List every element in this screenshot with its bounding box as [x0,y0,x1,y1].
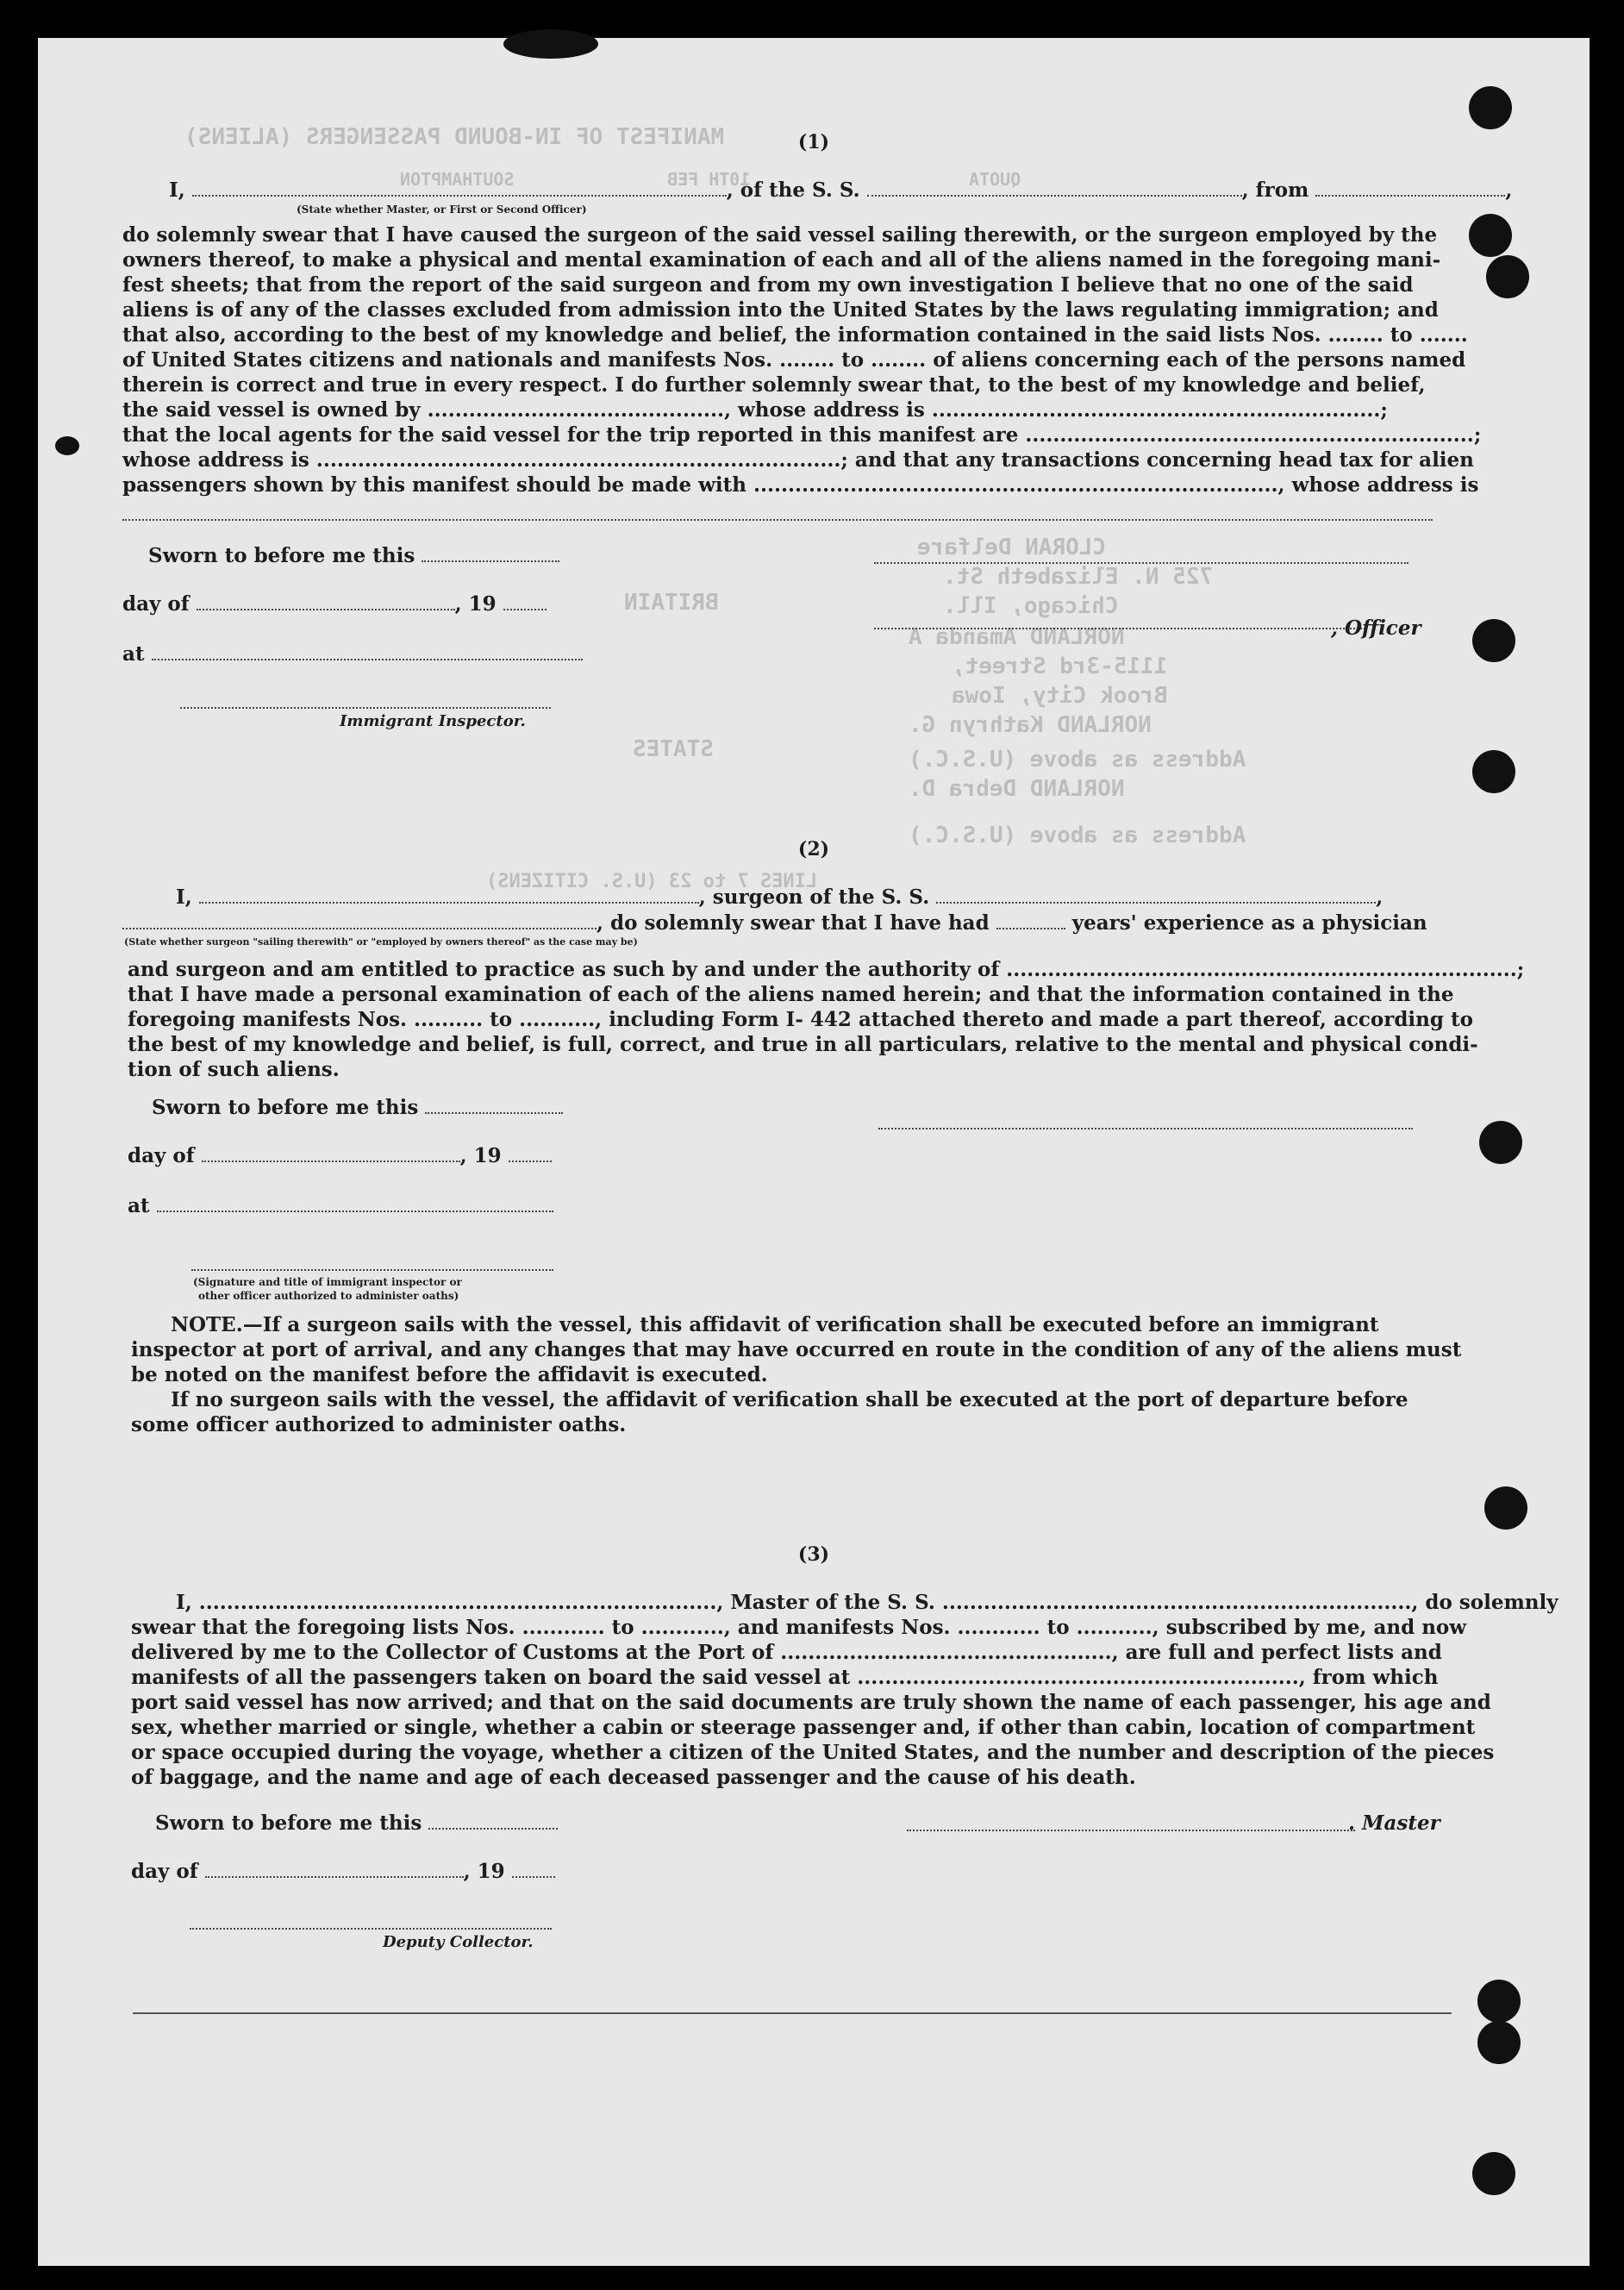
body-line: that I have made a personal examination of each of the aliens named herein; and that the information contained in the [128,983,1454,1006]
bleed-through-line: NORLAND Kathryn G. [909,712,1152,738]
years-field[interactable] [996,912,1065,929]
section-2-note [131,1312,1501,1437]
bleed-through-line: Brook City, Iowa [952,683,1168,709]
section-2-i-label: I, [176,885,192,909]
sworn-day-field[interactable] [422,545,559,562]
section-1-officer-line [169,178,1512,203]
sworn-label: Sworn to before me this [155,1811,422,1835]
binder-hole [1472,2152,1515,2195]
section-2-day-row [128,1143,552,1168]
year-field[interactable] [503,593,547,610]
bleed-through-date: 10TH FEB [667,169,751,190]
body-line: sex, whether married or single, whether a cabin or steerage passenger and, if other than cabin, location of compartment [131,1716,1476,1739]
note-line: be noted on the manifest before the affidavit is executed. [131,1363,768,1386]
binder-hole [1484,1486,1527,1530]
section-1-body [122,222,1481,497]
sworn-label: Sworn to before me this [152,1096,419,1119]
bottom-rule [133,2012,1452,2014]
section-1-heading: (1) [797,131,830,153]
binder-hole [1477,2021,1521,2064]
section-2-body [128,957,1524,1082]
body-line: and surgeon and am entitled to practice as such by and under the authority of ..........................................................................; [128,958,1525,981]
deputy-signature-field[interactable] [190,1926,552,1930]
year-label: , 19 [463,1860,505,1883]
bleed-through-line: NORLAND Debra D. [909,776,1125,802]
section-1-i-label: I, [169,178,185,202]
from-label: , from [1241,178,1309,202]
year-label: , 19 [454,592,497,616]
from-port-field[interactable] [1315,179,1505,197]
section-1-at-row [122,641,583,666]
inspector-signature-field[interactable] [180,705,551,709]
binder-hole [1472,619,1515,662]
sworn-day-field[interactable] [425,1097,563,1114]
body-line: therein is correct and true in every respect. I do further solemnly swear that, to the best of my knowledge and belief, [122,373,1426,397]
signature-caption-line-2: other officer authorized to administer oaths) [198,1290,459,1302]
section-2-heading: (2) [797,838,830,860]
surgeon-name-field[interactable] [199,886,699,904]
year-field[interactable] [512,1861,555,1878]
bleed-through-line: 1115-3rd Street, [952,654,1168,679]
vessel-label: , of the S. S. [726,178,860,202]
day-of-label: day of [128,1144,195,1167]
binder-hole [1477,1980,1521,2023]
body-line: the said vessel is owned by ..........................................., whose address is .................................................................; [122,398,1388,422]
month-field[interactable] [205,1861,464,1878]
at-label: at [122,642,145,666]
address-line-field[interactable] [122,517,1433,521]
section-3-heading: (3) [797,1543,830,1566]
body-line: swear that the foregoing lists Nos. ............ to ............, and manifests Nos. ............ to ..........., subscribed by me, and now [131,1616,1467,1639]
body-line: delivered by me to the Collector of Customs at the Port of ................................................, are full and perfect lists and [131,1641,1442,1664]
year-field[interactable] [509,1145,552,1162]
section-1-day-row [122,591,547,616]
bleed-through-title: MANIFEST OF IN-BOUND PASSENGERS (ALIENS) [184,124,725,150]
officer-signature-field[interactable] [874,560,1409,564]
section-2-surgeon-line [176,885,1383,910]
bleed-through-line: Chicago, Ill. [943,593,1119,619]
section-3-sworn-row [155,1811,558,1836]
surgeon-status-field[interactable] [122,912,597,929]
body-line: tion of such aliens. [128,1058,340,1081]
body-line: that also, according to the best of my knowledge and belief, the information contained in the said lists Nos. ........ to ....... [122,323,1468,347]
deputy-collector-label: Deputy Collector. [383,1933,534,1951]
body-line: owners thereof, to make a physical and mental examination of each and all of the aliens named in the foregoing mani- [122,248,1441,272]
body-line: of United States citizens and nationals and manifests Nos. ........ to ........ of aliens concerning each of the persons named [122,348,1466,372]
officer-name-field[interactable] [192,179,727,197]
bleed-through-line: BRITAIN [624,590,719,616]
section-2-at-row [128,1193,553,1218]
bleed-through-port: SOUTHAMPTON [400,169,515,190]
bleed-through-line: Address as above (U.S.C.) [909,747,1246,773]
day-of-label: day of [122,592,190,616]
month-field[interactable] [202,1145,460,1162]
bleed-through-line: CLORAN Delfare [917,535,1107,560]
years-label: years' experience as a physician [1071,911,1427,935]
at-label: at [128,1194,150,1217]
note-line: If no surgeon sails with the vessel, the affidavit of verification shall be executed at the port of departure before [171,1388,1409,1411]
body-line: passengers shown by this manifest should be made with ............................................................................, whose address is [122,473,1479,497]
body-line: port said vessel has now arrived; and that on the said documents are truly shown the name of each passenger, his age and [131,1691,1491,1714]
binder-hole [1469,214,1512,257]
binder-hole [1472,750,1515,793]
ink-blot [55,436,79,455]
year-label: , 19 [459,1144,502,1167]
line-end-comma: , [1505,178,1513,202]
body-line: aliens is of any of the classes excluded from admission into the United States by the laws regulating immigration; and [122,298,1439,322]
bleed-through-line: STATES [633,736,714,762]
bleed-through-line: NORLAND Amanda A [909,624,1125,650]
section-3-body [131,1590,1558,1790]
signature-caption-line-1: (Signature and title of immigrant inspector or [193,1276,462,1288]
body-line: manifests of all the passengers taken on board the said vessel at ................................................................, from which [131,1666,1439,1689]
ink-blot [503,29,598,59]
body-line: fest sheets; that from the report of the said surgeon and from my own investigation I believe that no one of the said [122,273,1414,297]
body-line: foregoing manifests Nos. .......... to ..........., including Form I- 442 attached thereto and made a part thereof, according to [128,1008,1473,1031]
bleed-through-line: LINES 7 to 23 (U.S. CITIZENS) [486,871,818,892]
inspector-signature-field[interactable] [191,1267,553,1271]
at-place-field[interactable] [157,1195,553,1212]
body-line: do solemnly swear that I have caused the surgeon of the said vessel sailing therewith, or the surgeon employed by the [122,223,1438,247]
section-2-caption: (State whether surgeon "sailing therewith" or "employed by owners thereof" as the case may be) [124,936,638,948]
officer-title-field[interactable] [874,626,1365,629]
note-line: NOTE.—If a surgeon sails with the vessel, this affidavit of verification shall be executed before an immigrant [171,1313,1379,1336]
officer-label: , Officer [1331,616,1421,640]
bleed-through-line: 725 N. Elizabeth St. [943,564,1214,590]
surgeon-vessel-label: , surgeon of the S. S. [698,885,930,909]
surgeon-signature-field[interactable] [878,1126,1413,1129]
master-label: . Master [1348,1811,1440,1835]
body-line: the best of my knowledge and belief, is full, correct, and true in all particulars, relative to the mental and physical condi- [128,1033,1478,1056]
section-2-sworn-row [152,1095,563,1120]
section-1-caption: (State whether Master, or First or Second Officer) [297,203,587,216]
binder-hole [1469,86,1512,129]
body-line: that the local agents for the said vessel for the trip reported in this manifest are .................................................................; [122,423,1482,447]
section-1-sworn-row [148,543,559,568]
note-line: some officer authorized to administer oaths. [131,1413,627,1436]
month-field[interactable] [197,593,455,610]
vessel-name-field[interactable] [867,179,1242,197]
at-place-field[interactable] [152,643,583,660]
binder-hole [1479,1121,1522,1164]
note-line: inspector at port of arrival, and any changes that may have occurred en route in the condition of any of the aliens must [131,1338,1462,1361]
body-line: whose address is ............................................................................; and that any transactions concerning head tax for alien [122,448,1474,472]
immigrant-inspector-label: Immigrant Inspector. [340,712,526,730]
body-line: of baggage, and the name and age of each deceased passenger and the cause of his death. [131,1766,1136,1789]
body-line: or space occupied during the voyage, whether a citizen of the United States, and the number and description of the pieces [131,1741,1495,1764]
binder-hole [1486,255,1529,298]
master-signature-field[interactable] [907,1828,1355,1831]
experience-label: , do solemnly swear that I have had [597,911,990,935]
bleed-through-quota: QUOTA [969,169,1021,190]
bleed-through-line: Address as above (U.S.C.) [909,823,1246,848]
section-2-experience-line [122,910,1427,935]
section-3-day-row [131,1859,555,1884]
sworn-day-field[interactable] [428,1812,558,1830]
document-page [38,38,1590,2266]
body-line: I, ..........................................................................., Master of the S. S. ...................................................................., do solemnly [176,1591,1558,1614]
day-of-label: day of [131,1860,198,1883]
surgeon-vessel-field[interactable] [936,886,1376,904]
sworn-label: Sworn to before me this [148,544,415,567]
line-end-comma: , [1376,885,1384,909]
